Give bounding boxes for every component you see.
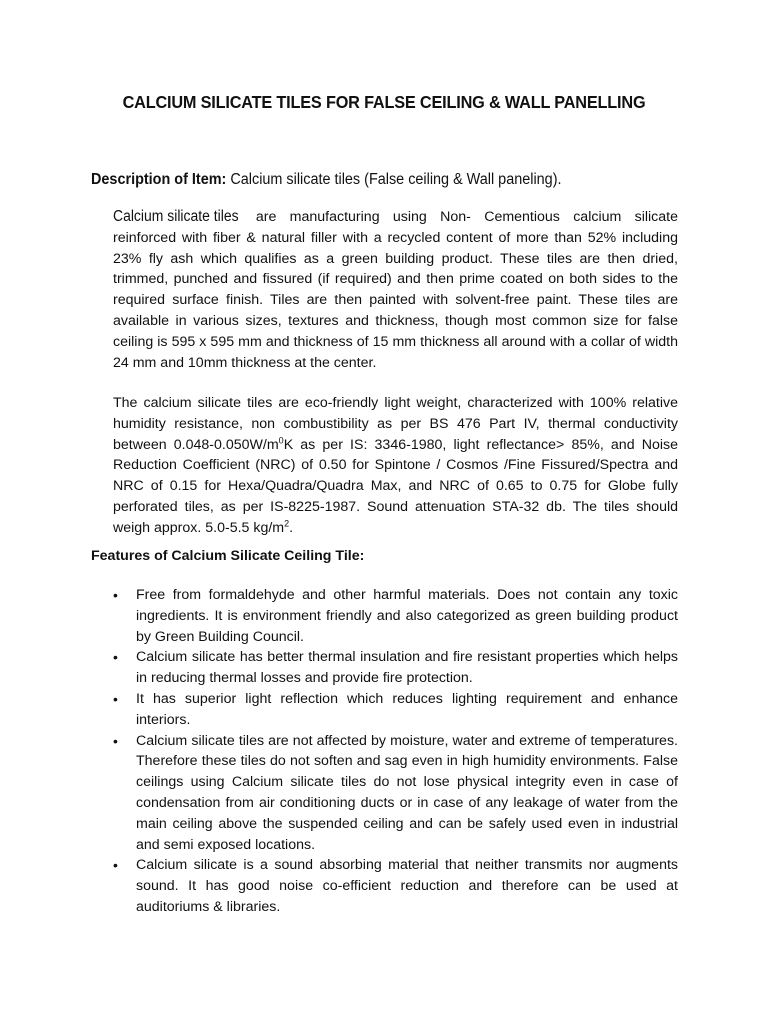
list-item [113, 855, 678, 917]
bullet-icon: • [113, 732, 118, 749]
list-item-text: Calcium silicate is a sound absorbing material that neither transmits nor augments sound. It has good noise co-efficient reduction and therefore can be used at auditoriums & libraries. [136, 857, 678, 915]
list-item-text: Calcium silicate has better thermal insulation and fire resistant properties which helps in reducing thermal losses and provide fire protection. [136, 649, 678, 687]
bullet-icon: • [113, 857, 118, 874]
properties-text-2: K as per IS: 3346-1980, light reflectance> 85%, and Noise Reduction Coefficient (NRC) of 0.50 for Spintone / Cosmos /Fine Fissured/Spectra and NRC of 0.15 for Hexa/Quadra/Quadra Max, and NRC of 0.65 to 0.75 for Globe fully perforated tiles, as per IS-8225-1987. Sound attenuation STA-32 db. The tiles should weigh approx. 5.0-5.5 kg/m [113, 436, 679, 536]
list-item [113, 647, 678, 689]
paragraph-lead: Calcium silicate tiles [113, 208, 239, 225]
features-heading: Features of Calcium Silicate Ceiling Tile: [91, 548, 365, 564]
list-item [113, 689, 678, 731]
list-item-text: Calcium silicate tiles are not affected by moisture, water and extreme of temperatures. Therefore these tiles do not soften and sag even in high humidity environments. False ceilings using Calcium silicate tiles do not lose physical integrity even in case of condensation from air conditioning ducts or in case of any leakage of water from the main ceiling above the suspended ceiling and can be safely used even in industrial and semi exposed locations. [136, 732, 678, 853]
document-title: CALCIUM SILICATE TILES FOR FALSE CEILING & WALL PANELLING [122, 92, 646, 112]
properties-text-1: The calcium silicate tiles are eco-friendly light weight, characterized with 100% relative humidity resistance, non combustibility as per BS 476 Part IV, thermal conductivity between 0.048-0.050W/m [113, 395, 678, 453]
paragraph-body: are manufacturing using Non- Cementious calcium silicate reinforced with fiber & natural filler with a recycled content of more than 52% including 23% fly ash which qualifies as a green building product. These tiles are then dried, trimmed, punched and fissured (if required) and then prime coated on both sides to the required surface finish. Tiles are then painted with solvent-free paint. These tiles are available in various sizes, textures and thickness, though most common size for false ceiling is 595 x 595 mm and thickness of 15 mm thickness all around with a collar of width 24 mm and 10mm thickness at the center. [113, 209, 678, 371]
features-list [113, 585, 678, 918]
description-text: Calcium silicate tiles (False ceiling & Wall paneling). [226, 171, 562, 188]
properties-end: . [289, 519, 294, 536]
description-line [91, 171, 562, 189]
list-item [113, 731, 678, 856]
bullet-icon: • [113, 649, 118, 666]
paragraph-properties [113, 393, 678, 539]
paragraph-manufacturing [113, 207, 678, 373]
superscript-two: 2 [284, 518, 290, 529]
description-label: Description of Item: [91, 171, 227, 188]
list-item-text: Free from formaldehyde and other harmful materials. Does not contain any toxic ingredients. It is environment friendly and also categorized as green building product by Green Building Council. [136, 587, 678, 645]
bullet-icon: • [113, 587, 118, 603]
superscript-zero: 0 [278, 434, 284, 445]
list-item-text: It has superior light reflection which reduces lighting requirement and enhance interiors. [136, 690, 678, 728]
bullet-icon: • [113, 690, 118, 707]
list-item [113, 585, 678, 647]
